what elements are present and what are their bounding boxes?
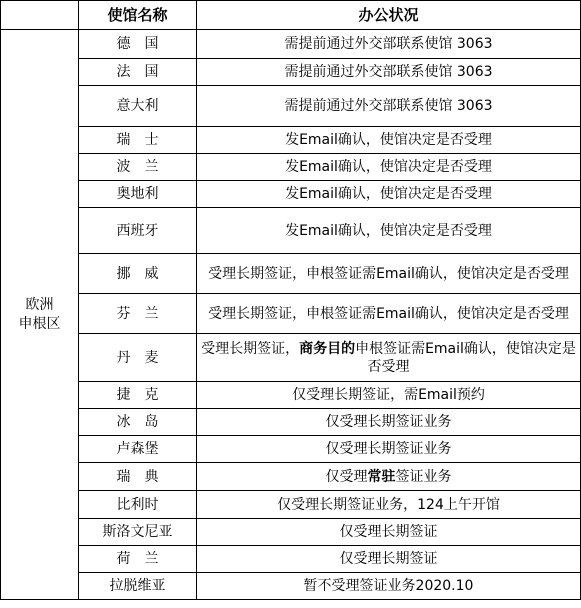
office-status	[197, 463, 581, 491]
table-header-row	[1, 1, 581, 30]
country-name: 荷 兰	[79, 546, 197, 573]
country-name: 奥地利	[79, 181, 197, 208]
country-name: 西班牙	[79, 208, 197, 254]
country-name: 波 兰	[79, 154, 197, 181]
office-status: 仅受理长期签证，需Email预约	[197, 382, 581, 409]
status-text-pre: 仅受理	[325, 468, 368, 485]
country-name: 挪 威	[79, 254, 197, 294]
region-line-2: 申根区	[18, 315, 61, 332]
table-row	[1, 382, 581, 409]
office-status: 仅受理长期签证业务	[197, 409, 581, 436]
office-status: 发Email确认，使馆决定是否受理	[197, 208, 581, 254]
table-row	[1, 463, 581, 491]
office-status: 暂不受理签证业务2020.10	[197, 573, 581, 600]
office-status: 需提前通过外交部联系使馆 3063	[197, 86, 581, 127]
country-name: 法 国	[79, 59, 197, 86]
region-cell	[1, 30, 79, 600]
table-row	[1, 154, 581, 181]
status-text-bold: 商务目的	[299, 340, 356, 357]
region-line-1: 欧洲	[25, 296, 54, 313]
status-text-bold: 常驻	[367, 468, 396, 485]
country-name: 瑞 士	[79, 127, 197, 154]
header-region	[1, 1, 79, 30]
office-status: 发Email确认，使馆决定是否受理	[197, 127, 581, 154]
status-text-pre: 受理长期签证，	[201, 340, 300, 357]
office-status: 发Email确认，使馆决定是否受理	[197, 181, 581, 208]
office-status: 发Email确认，使馆决定是否受理	[197, 154, 581, 181]
table-row	[1, 86, 581, 127]
country-name: 意大利	[79, 86, 197, 127]
office-status: 受理长期签证，申根签证需Email确认，使馆决定是否受理	[197, 294, 581, 334]
table-row	[1, 491, 581, 519]
table-row	[1, 519, 581, 546]
table-row	[1, 208, 581, 254]
table-row	[1, 127, 581, 154]
table-row	[1, 181, 581, 208]
office-status: 仅受理长期签证业务，124上午开馆	[197, 491, 581, 519]
header-embassy-name: 使馆名称	[79, 1, 197, 30]
country-name: 捷 克	[79, 382, 197, 409]
country-name: 冰 岛	[79, 409, 197, 436]
table-row	[1, 334, 581, 382]
table-row	[1, 409, 581, 436]
country-name: 德 国	[79, 30, 197, 59]
country-name: 比利时	[79, 491, 197, 519]
office-status: 受理长期签证，申根签证需Email确认，使馆决定是否受理	[197, 254, 581, 294]
table-row	[1, 294, 581, 334]
table-row	[1, 59, 581, 86]
country-name: 瑞 典	[79, 463, 197, 491]
country-name: 芬 兰	[79, 294, 197, 334]
office-status	[197, 334, 581, 382]
office-status: 仅受理长期签证	[197, 519, 581, 546]
status-text-post: 申根签证需Email确认，使馆决定是否受理	[355, 340, 576, 375]
table-row	[1, 573, 581, 600]
table-row	[1, 254, 581, 294]
header-office-status: 办公状况	[197, 1, 581, 30]
country-name: 丹 麦	[79, 334, 197, 382]
country-name: 斯洛文尼亚	[79, 519, 197, 546]
table-row	[1, 436, 581, 463]
office-status: 仅受理长期签证业务	[197, 436, 581, 463]
office-status: 仅受理长期签证	[197, 546, 581, 573]
office-status: 需提前通过外交部联系使馆 3063	[197, 30, 581, 59]
table-row	[1, 30, 581, 59]
status-text-post: 签证业务	[395, 468, 452, 485]
table-row	[1, 546, 581, 573]
office-status: 需提前通过外交部联系使馆 3063	[197, 59, 581, 86]
country-name: 拉脱维亚	[79, 573, 197, 600]
country-name: 卢森堡	[79, 436, 197, 463]
